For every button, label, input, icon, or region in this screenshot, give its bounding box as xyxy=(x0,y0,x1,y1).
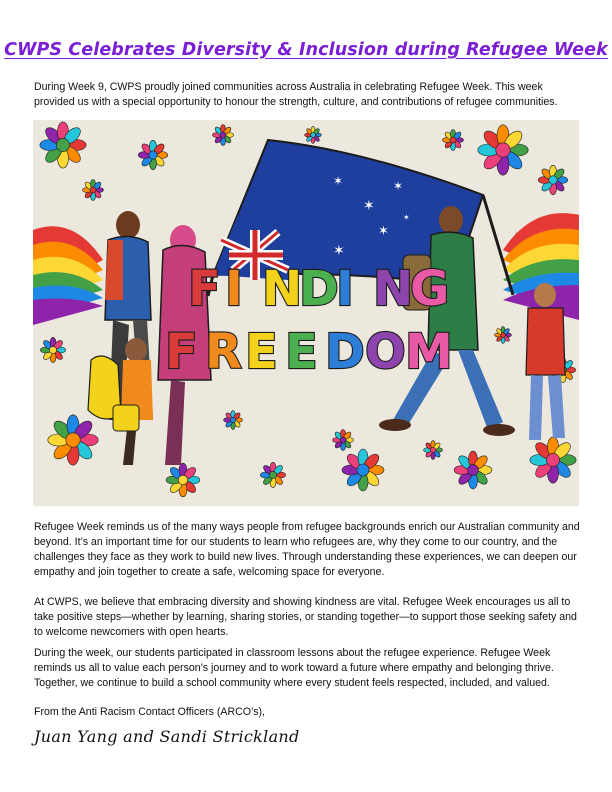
flower-center xyxy=(230,417,235,422)
flower-center xyxy=(340,437,346,443)
artwork-title-letter: N xyxy=(262,261,304,317)
paragraph-at-cwps: At CWPS, we believe that embracing diversity and showing kindness are vital. Refugee Week encourages us all to take positive steps—whether by learning, sharing stories, or standing together—to support those seeking safety and to welcome newcomers with open hearts. xyxy=(34,596,577,638)
artwork-title-letter: F xyxy=(188,261,222,317)
closing-line: From the Anti Racism Contact Officers (ARCO’s), xyxy=(34,706,265,718)
artwork-title-letter: D xyxy=(325,324,366,380)
flower-center xyxy=(220,132,226,138)
flower-center xyxy=(450,137,456,143)
flower-center xyxy=(496,143,510,157)
artwork-title-letter: N xyxy=(373,261,415,317)
flower-center xyxy=(311,133,316,138)
flower-center xyxy=(269,471,276,478)
artwork-title-freedom xyxy=(165,324,454,380)
svg-text:✶: ✶ xyxy=(403,213,410,222)
flower-center xyxy=(430,447,435,452)
flower-center xyxy=(546,453,559,466)
flower-center xyxy=(90,187,96,193)
artwork-title-letter: E xyxy=(285,324,319,380)
artwork-title-letter: E xyxy=(245,324,279,380)
svg-text:✶: ✶ xyxy=(393,179,404,193)
svg-text:✶: ✶ xyxy=(333,242,345,258)
flower-center xyxy=(56,138,69,151)
flower-center xyxy=(178,475,188,485)
artwork-title-letter: I xyxy=(225,261,244,317)
flower-center xyxy=(468,465,479,476)
artwork-title-letter: R xyxy=(205,324,243,380)
artwork-title-letter: M xyxy=(405,324,454,380)
flower-center xyxy=(501,333,506,338)
artwork-title-finding xyxy=(188,261,450,317)
flower-center xyxy=(66,433,80,447)
finding-freedom-artwork xyxy=(33,120,579,506)
flower-center xyxy=(149,151,157,159)
artwork-illustration xyxy=(33,120,579,506)
artwork-title-letter: I xyxy=(336,261,355,317)
intro-paragraph: During Week 9, CWPS proudly joined communities across Australia in celebrating Refugee Week. This week provided us with a special opportunity to honour the strength, culture, and contributions of refugee communities. xyxy=(34,81,558,108)
signature: Juan Yang and Sandi Strickland xyxy=(34,727,300,746)
svg-text:✶: ✶ xyxy=(378,223,389,238)
flower-center xyxy=(549,176,557,184)
flower-center xyxy=(357,464,369,476)
page-title: CWPS Celebrates Diversity & Inclusion during Refugee Week xyxy=(4,40,608,60)
artwork-title-letter: O xyxy=(365,324,407,380)
flower-center xyxy=(49,346,56,353)
artwork-title-letter: G xyxy=(410,261,451,317)
artwork-title-letter: F xyxy=(165,324,199,380)
artwork-title-letter: D xyxy=(299,261,340,317)
paragraph-refugee-week: Refugee Week reminds us of the many ways people from refugee backgrounds enrich our Australian community and beyond. It’s an important time for our students to learn who refugees are, why they come to our country, and the challenges they face as they work to build new lives. Through understanding these experiences, we can deepen our empathy and join together to create a safe, welcoming space for everyone. xyxy=(34,521,580,578)
svg-text:✶: ✶ xyxy=(333,174,344,188)
svg-text:✶: ✶ xyxy=(363,197,375,213)
paragraph-during-week: During the week, our students participated in classroom lessons about the refugee experience. Refugee Week reminds us all to value each person’s journey and to work toward a future where empathy and belonging thrive. Together, we continue to build a school community where every student feels respected, included, and valued. xyxy=(34,647,554,689)
